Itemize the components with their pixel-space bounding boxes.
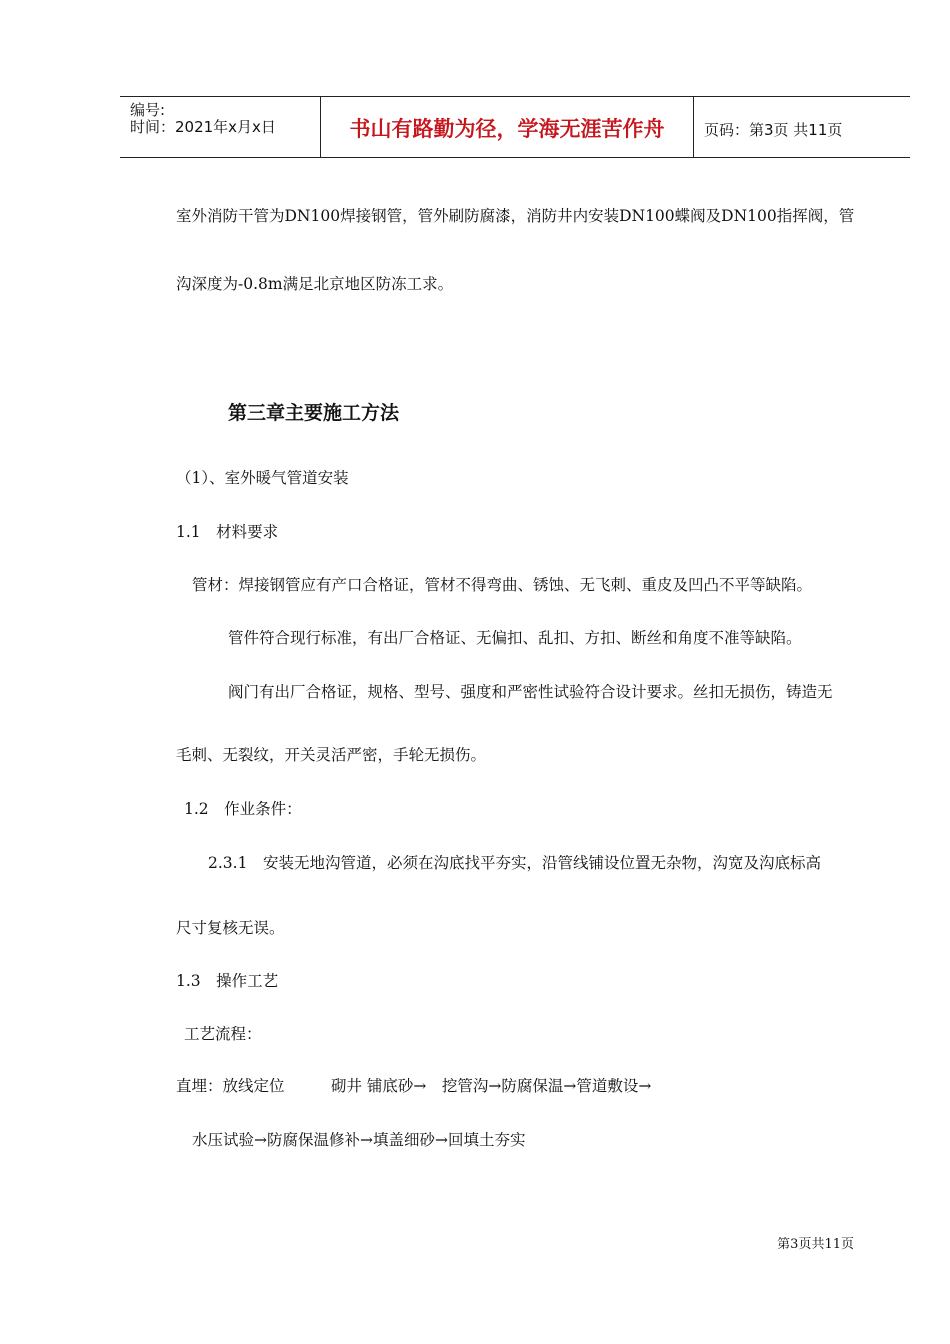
chapter-title: 第三章主要施工方法 — [228, 402, 400, 424]
header-motto-cell — [321, 97, 694, 157]
document-number-label: 编号: — [130, 101, 166, 119]
process-flow-label: 工艺流程： — [184, 1025, 262, 1043]
paragraph-fire-pipe-line1: 室外消防干管为DN100焊接钢管，管外刷防腐漆，消防井内安装DN100蝶阀及DN100指挥阀，管 — [176, 207, 855, 225]
header-page-label: 页码：第3页 共11页 — [704, 121, 843, 139]
header-meta-cell — [120, 97, 321, 157]
paragraph-trench-line1: 2.3.1 安装无地沟管道，必须在沟底找平夯实，沿管线铺设位置无杂物，沟宽及沟底标高 — [208, 854, 821, 872]
process-flow-line1: 直埋：放线定位 砌井 铺底砂→ 挖管沟→防腐保温→管道敷设→ — [176, 1077, 652, 1095]
footer-page-number: 第3页共11页 — [777, 1237, 854, 1252]
paragraph-valve-line1: 阀门有出厂合格证，规格、型号、强度和严密性试验符合设计要求。丝扣无损伤，铸造无 — [228, 683, 833, 701]
process-flow-line2: 水压试验→防腐保温修补→填盖细砂→回填土夯实 — [192, 1131, 526, 1149]
header-motto: 书山有路勤为径，学海无涯苦作舟 — [349, 117, 665, 141]
paragraph-valve-line2: 毛刺、无裂纹，开关灵活严密，手轮无损伤。 — [176, 746, 487, 764]
section-heading-heating-pipe: （1）、室外暖气管道安装 — [176, 469, 349, 487]
header-page-cell — [694, 97, 910, 157]
document-time-label: 时间：2021年x月x日 — [130, 118, 276, 136]
paragraph-pipe-material: 管材：焊接钢管应有产口合格证，管材不得弯曲、锈蚀、无飞刺、重皮及凹凸不平等缺陷。 — [192, 576, 813, 594]
paragraph-trench-line2: 尺寸复核无误。 — [176, 919, 285, 937]
paragraph-fire-pipe-line2: 沟深度为-0.8m满足北京地区防冻工求。 — [176, 275, 454, 293]
subsection-work-conditions: 1.2 作业条件： — [184, 800, 302, 818]
subsection-operation-process: 1.3 操作工艺 — [176, 972, 279, 990]
document-header — [120, 96, 910, 158]
paragraph-pipe-fittings: 管件符合现行标准，有出厂合格证、无偏扣、乱扣、方扣、断丝和角度不准等缺陷。 — [228, 629, 802, 647]
subsection-material-requirements: 1.1 材料要求 — [176, 523, 279, 541]
